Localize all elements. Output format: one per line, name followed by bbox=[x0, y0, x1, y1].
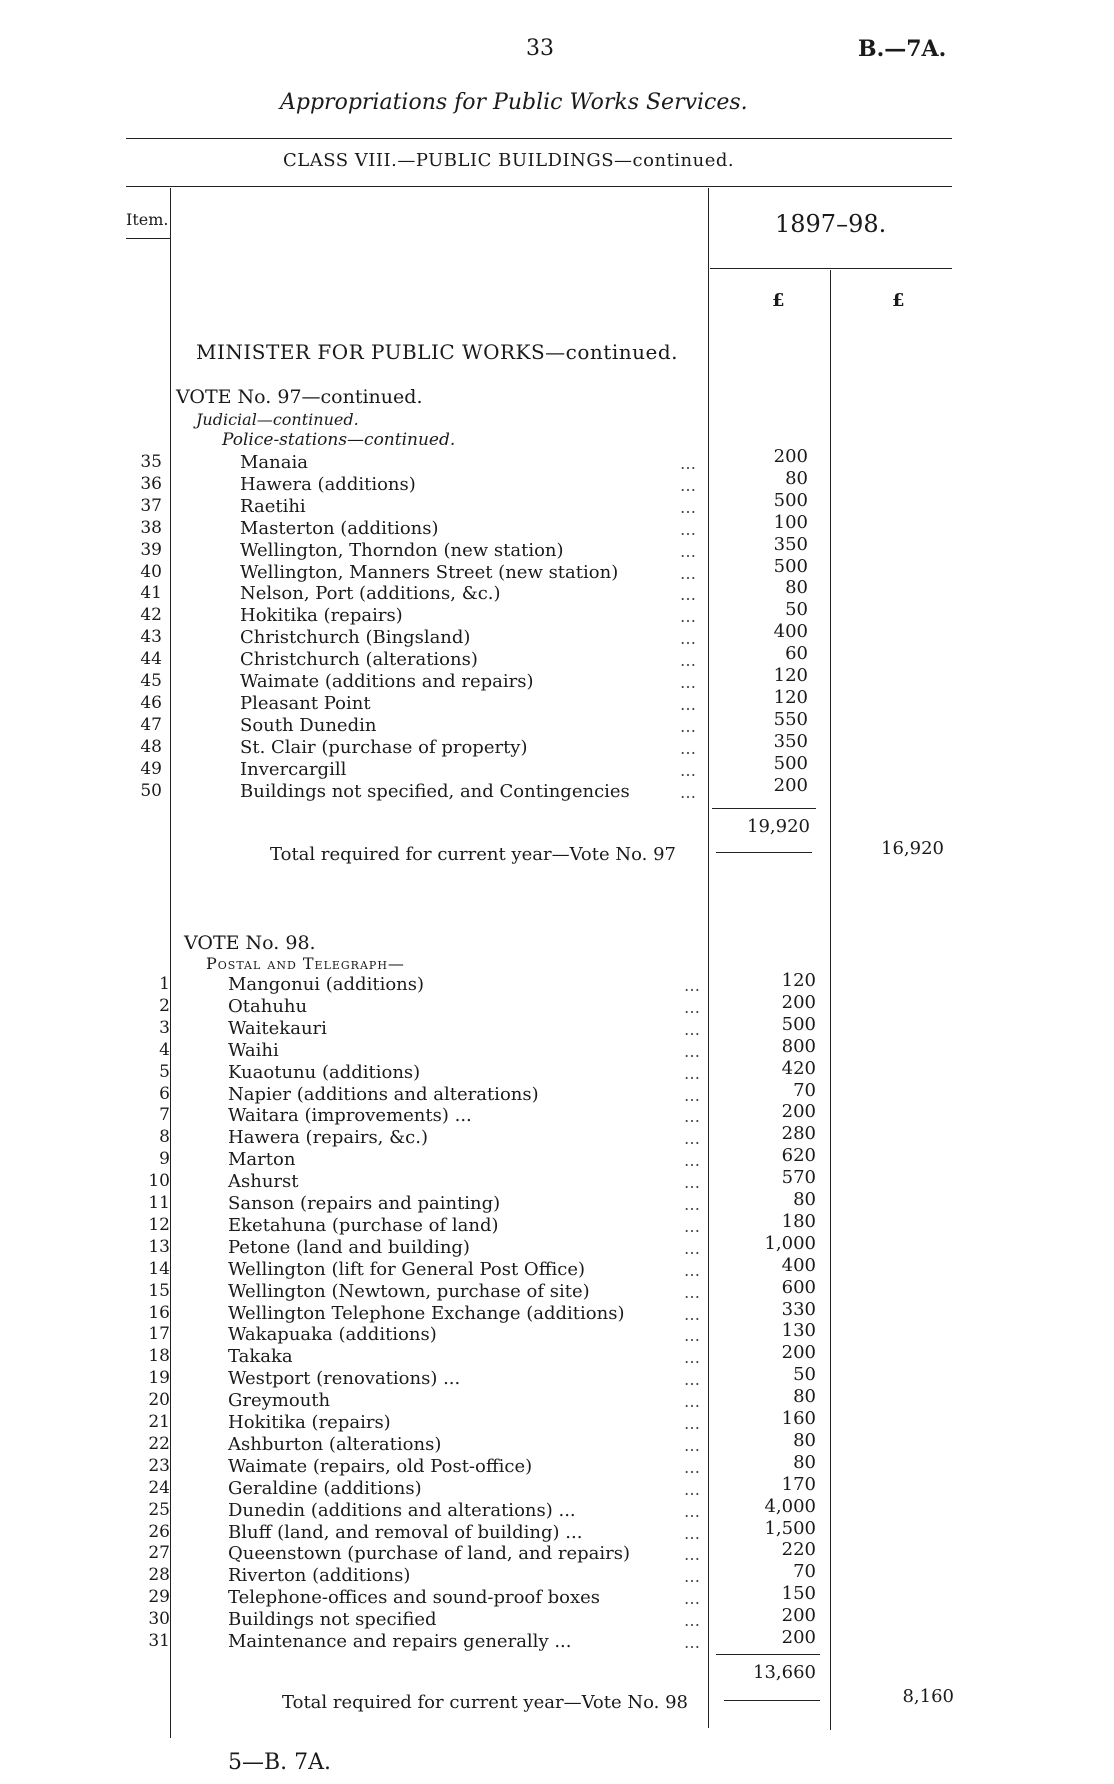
class-heading: CLASS VIII.—PUBLIC BUILDINGS—continued. bbox=[283, 150, 735, 171]
item-number: 30 bbox=[148, 1609, 170, 1630]
leader-dots: … bbox=[684, 1633, 700, 1652]
leader-dots: … bbox=[684, 1085, 700, 1105]
item-number: 20 bbox=[148, 1390, 170, 1411]
rule-vote-98-subtotal bbox=[716, 1654, 820, 1655]
leader-dots: … bbox=[684, 976, 700, 995]
item-description: Dunedin (additions and alterations) ... bbox=[228, 1499, 576, 1521]
item-number: 27 bbox=[148, 1543, 170, 1564]
item-description: Ashburton (alterations) bbox=[228, 1433, 442, 1455]
leader-dots: … bbox=[684, 1282, 700, 1302]
vote-97-subsubheading: Police-stations—continued. bbox=[222, 430, 456, 450]
item-amount: 80 bbox=[785, 467, 808, 489]
item-amount: 80 bbox=[793, 1386, 816, 1408]
item-description: Bluff (land, and removal of building) ... bbox=[228, 1521, 583, 1543]
item-amount: 4,000 bbox=[764, 1495, 816, 1517]
leader-dots: … bbox=[684, 1260, 700, 1280]
leader-dots: … bbox=[684, 1414, 700, 1433]
item-description: Wellington, Manners Street (new station) bbox=[240, 561, 619, 583]
item-number: 25 bbox=[148, 1499, 170, 1520]
item-description: Hawera (additions) bbox=[240, 473, 416, 495]
leader-dots: … bbox=[680, 519, 696, 539]
item-number: 40 bbox=[140, 561, 162, 582]
vote-97-heading: VOTE No. 97—continued. bbox=[176, 386, 423, 408]
item-description: Hawera (repairs, &c.) bbox=[228, 1127, 428, 1149]
leader-dots: … bbox=[684, 1567, 700, 1587]
item-number: 11 bbox=[148, 1193, 170, 1213]
leader-dots: … bbox=[684, 1195, 700, 1214]
leader-dots: … bbox=[680, 716, 696, 736]
item-number: 9 bbox=[159, 1149, 170, 1170]
leader-dots: … bbox=[684, 1326, 700, 1346]
item-amount: 120 bbox=[781, 970, 816, 991]
item-amount: 220 bbox=[781, 1539, 816, 1561]
item-number: 22 bbox=[148, 1433, 170, 1454]
vote-98-heading: VOTE No. 98. bbox=[184, 932, 316, 954]
item-amount: 120 bbox=[773, 665, 808, 686]
item-number: 36 bbox=[140, 473, 162, 494]
item-amount: 170 bbox=[781, 1473, 816, 1495]
item-description: Geraldine (additions) bbox=[228, 1477, 422, 1499]
vote-98-total: 8,160 bbox=[902, 1686, 954, 1707]
leader-dots: … bbox=[684, 1589, 700, 1609]
leader-dots: … bbox=[680, 497, 696, 517]
rule-top bbox=[126, 138, 952, 139]
item-number: 42 bbox=[140, 605, 162, 626]
leader-dots: … bbox=[684, 1479, 700, 1499]
rule-vote-98-total bbox=[724, 1700, 820, 1701]
item-description: Eketahuna (purchase of land) bbox=[228, 1214, 499, 1236]
item-amount: 350 bbox=[773, 730, 808, 752]
leader-dots: … bbox=[680, 738, 696, 758]
item-number: 37 bbox=[140, 495, 162, 516]
vote-98-subheading-text: Postal and Telegraph— bbox=[206, 954, 405, 973]
item-amount: 500 bbox=[773, 555, 808, 577]
vote-97-subheading: Judicial—continued. bbox=[196, 410, 359, 429]
item-number: 26 bbox=[148, 1521, 170, 1542]
page-title: Appropriations for Public Works Services. bbox=[280, 90, 748, 115]
item-amount: 200 bbox=[781, 1342, 816, 1364]
item-amount: 120 bbox=[773, 686, 808, 708]
item-amount: 1,000 bbox=[764, 1232, 816, 1254]
item-amount: 80 bbox=[793, 1429, 816, 1451]
item-amount: 400 bbox=[773, 621, 808, 643]
item-number: 19 bbox=[148, 1368, 170, 1389]
item-number: 38 bbox=[140, 517, 162, 538]
item-amount: 200 bbox=[781, 991, 816, 1013]
item-description: Manaia bbox=[240, 452, 308, 473]
item-description: Wellington (Newtown, purchase of site) bbox=[228, 1280, 590, 1302]
item-amount: 70 bbox=[793, 1079, 816, 1101]
item-description: Waihi bbox=[228, 1039, 279, 1061]
vote-98-subheading bbox=[206, 954, 405, 973]
item-description: Telephone-offices and sound-proof boxes bbox=[228, 1587, 601, 1609]
item-number: 41 bbox=[140, 583, 162, 604]
rule-under-year bbox=[710, 268, 952, 269]
item-number: 39 bbox=[140, 539, 162, 560]
item-number: 8 bbox=[159, 1127, 170, 1148]
item-amount: 1,500 bbox=[764, 1517, 816, 1539]
item-number: 48 bbox=[140, 736, 162, 757]
leader-dots: … bbox=[680, 454, 696, 473]
item-description: Kuaotunu (additions) bbox=[228, 1061, 421, 1083]
item-description: Hokitika (repairs) bbox=[228, 1412, 391, 1433]
item-description: Waimate (additions and repairs) bbox=[240, 671, 534, 692]
item-number: 12 bbox=[148, 1214, 170, 1235]
item-amount: 500 bbox=[773, 489, 808, 511]
leader-dots: … bbox=[680, 673, 696, 692]
leader-dots: … bbox=[680, 629, 696, 649]
item-description: Pleasant Point bbox=[240, 692, 371, 714]
item-amount: 500 bbox=[781, 1013, 816, 1035]
item-description: South Dunedin bbox=[240, 714, 377, 736]
item-amount: 80 bbox=[793, 1189, 816, 1210]
item-amount: 80 bbox=[785, 577, 808, 599]
item-amount: 70 bbox=[793, 1561, 816, 1583]
leader-dots: … bbox=[680, 607, 696, 627]
item-number: 14 bbox=[148, 1258, 170, 1279]
leader-dots: … bbox=[684, 1457, 700, 1477]
divider-amount-column bbox=[708, 188, 709, 1728]
item-amount: 550 bbox=[773, 708, 808, 730]
item-description: Nelson, Port (additions, &c.) bbox=[240, 583, 501, 605]
leader-dots: … bbox=[684, 1129, 700, 1149]
item-number: 23 bbox=[148, 1455, 170, 1476]
item-description: Maintenance and repairs generally ... bbox=[228, 1631, 572, 1652]
item-amount: 50 bbox=[793, 1364, 816, 1386]
item-amount: 420 bbox=[781, 1057, 816, 1079]
leader-dots: … bbox=[680, 475, 696, 495]
item-description: Wellington (lift for General Post Office) bbox=[228, 1258, 585, 1280]
leader-dots: … bbox=[680, 760, 696, 780]
item-number: 4 bbox=[159, 1039, 170, 1060]
item-number: 5 bbox=[159, 1061, 170, 1082]
leader-dots: … bbox=[680, 541, 696, 561]
item-number: 21 bbox=[148, 1412, 170, 1432]
item-amount: 80 bbox=[793, 1451, 816, 1473]
item-amount: 180 bbox=[781, 1210, 816, 1232]
item-number: 31 bbox=[148, 1631, 170, 1651]
item-amount: 350 bbox=[773, 533, 808, 555]
leader-dots: … bbox=[684, 1545, 700, 1565]
item-number: 16 bbox=[148, 1302, 170, 1323]
item-description: Waitara (improvements) ... bbox=[228, 1105, 472, 1127]
leader-dots: … bbox=[684, 1370, 700, 1390]
minister-heading: MINISTER FOR PUBLIC WORKS—continued. bbox=[196, 340, 678, 364]
leader-dots: … bbox=[680, 651, 696, 671]
item-amount: 50 bbox=[785, 599, 808, 621]
rule-vote-97-subtotal bbox=[712, 808, 816, 809]
leader-dots: … bbox=[680, 694, 696, 714]
leader-dots: … bbox=[684, 1063, 700, 1083]
leader-dots: … bbox=[684, 1151, 700, 1171]
item-description: Queenstown (purchase of land, and repairs) bbox=[228, 1543, 631, 1565]
item-amount: 160 bbox=[781, 1408, 816, 1429]
item-number: 29 bbox=[148, 1587, 170, 1608]
item-description: Buildings not specified, and Contingencies bbox=[240, 780, 630, 802]
item-number: 47 bbox=[140, 714, 162, 735]
item-number: 45 bbox=[140, 671, 162, 691]
item-number: 46 bbox=[140, 692, 162, 713]
item-amount: 200 bbox=[773, 446, 808, 467]
item-description: Ashurst bbox=[228, 1171, 299, 1193]
item-number: 10 bbox=[148, 1171, 170, 1192]
item-description: Riverton (additions) bbox=[228, 1565, 411, 1587]
leader-dots: … bbox=[680, 585, 696, 605]
item-description: Raetihi bbox=[240, 495, 306, 517]
leader-dots: … bbox=[684, 1611, 700, 1631]
item-description: Hokitika (repairs) bbox=[240, 605, 403, 627]
vote-97-subtotal: 19,920 bbox=[747, 816, 810, 837]
leader-dots: … bbox=[684, 1238, 700, 1258]
item-amount: 600 bbox=[781, 1276, 816, 1298]
leader-dots: … bbox=[680, 563, 696, 583]
item-number: 3 bbox=[159, 1017, 170, 1038]
page-number: 33 bbox=[526, 36, 554, 61]
item-amount: 620 bbox=[781, 1145, 816, 1167]
document-reference: B.—7A. bbox=[858, 36, 947, 62]
item-description: Waitekauri bbox=[228, 1017, 327, 1039]
item-number: 28 bbox=[148, 1565, 170, 1586]
item-amount: 150 bbox=[781, 1583, 816, 1605]
item-amount: 500 bbox=[773, 752, 808, 774]
item-amount: 200 bbox=[773, 774, 808, 796]
item-number: 44 bbox=[140, 649, 162, 670]
leader-dots: … bbox=[684, 997, 700, 1017]
item-amount: 570 bbox=[781, 1167, 816, 1189]
item-description: Christchurch (Bingsland) bbox=[240, 627, 471, 649]
leader-dots: … bbox=[684, 1041, 700, 1061]
vote-98-subtotal: 13,660 bbox=[753, 1662, 816, 1683]
item-description: Waimate (repairs, old Post-office) bbox=[228, 1455, 533, 1477]
rule-vote-97-total bbox=[716, 852, 812, 853]
leader-dots: … bbox=[684, 1173, 700, 1193]
item-amount: 200 bbox=[781, 1605, 816, 1627]
item-number: 50 bbox=[140, 780, 162, 801]
item-description: Westport (renovations) ... bbox=[228, 1368, 461, 1390]
item-description: Greymouth bbox=[228, 1390, 331, 1412]
leader-dots: … bbox=[684, 1304, 700, 1324]
item-column-header: Item. bbox=[126, 210, 169, 229]
item-number: 35 bbox=[140, 452, 162, 472]
item-description: Napier (additions and alterations) bbox=[228, 1083, 539, 1105]
divider-item-column bbox=[170, 188, 171, 1738]
item-description: Christchurch (alterations) bbox=[240, 649, 478, 671]
year-header: 1897–98. bbox=[775, 210, 887, 238]
item-amount: 800 bbox=[781, 1035, 816, 1057]
item-description: Invercargill bbox=[240, 758, 347, 780]
item-description: Sanson (repairs and painting) bbox=[228, 1193, 501, 1214]
item-number: 15 bbox=[148, 1280, 170, 1301]
leader-dots: … bbox=[680, 782, 696, 802]
item-description: Petone (land and building) bbox=[228, 1236, 470, 1258]
leader-dots: … bbox=[684, 1019, 700, 1039]
rule-under-class bbox=[126, 186, 952, 187]
item-description: Wellington, Thorndon (new station) bbox=[240, 539, 564, 561]
item-number: 43 bbox=[140, 627, 162, 648]
page-footer: 5—B. 7A. bbox=[228, 1750, 332, 1775]
item-description: Marton bbox=[228, 1149, 296, 1171]
item-number: 24 bbox=[148, 1477, 170, 1498]
item-amount: 100 bbox=[773, 511, 808, 533]
item-amount: 280 bbox=[781, 1123, 816, 1145]
item-number: 6 bbox=[159, 1083, 170, 1104]
leader-dots: … bbox=[684, 1501, 700, 1521]
item-number: 13 bbox=[148, 1236, 170, 1257]
currency-header-totals: £ bbox=[892, 290, 905, 311]
item-description: Buildings not specified bbox=[228, 1609, 437, 1631]
vote-97-total: 16,920 bbox=[881, 838, 944, 859]
leader-dots: … bbox=[684, 1216, 700, 1236]
item-description: Mangonui (additions) bbox=[228, 974, 425, 995]
item-description: Otahuhu bbox=[228, 995, 308, 1017]
item-amount: 60 bbox=[785, 643, 808, 665]
item-description: Masterton (additions) bbox=[240, 517, 439, 539]
item-description: Takaka bbox=[228, 1346, 293, 1368]
currency-header-items: £ bbox=[772, 290, 785, 311]
item-number: 17 bbox=[148, 1324, 170, 1345]
item-amount: 330 bbox=[781, 1298, 816, 1320]
item-description: Wakapuaka (additions) bbox=[228, 1324, 437, 1346]
item-number: 7 bbox=[159, 1105, 170, 1126]
leader-dots: … bbox=[684, 1107, 700, 1127]
item-description: St. Clair (purchase of property) bbox=[240, 736, 528, 758]
item-amount: 130 bbox=[781, 1320, 816, 1342]
leader-dots: … bbox=[684, 1392, 700, 1412]
leader-dots: … bbox=[684, 1523, 700, 1543]
item-number: 1 bbox=[159, 974, 170, 994]
item-number: 49 bbox=[140, 758, 162, 779]
vote-97-total-label: Total required for current year—Vote No. 97 bbox=[270, 844, 676, 865]
item-number: 18 bbox=[148, 1346, 170, 1367]
item-number: 2 bbox=[159, 995, 170, 1016]
item-amount: 200 bbox=[781, 1101, 816, 1123]
leader-dots: … bbox=[684, 1348, 700, 1368]
item-description: Wellington Telephone Exchange (additions) bbox=[228, 1302, 625, 1324]
leader-dots: … bbox=[684, 1435, 700, 1455]
item-amount: 200 bbox=[781, 1627, 816, 1648]
divider-total-column bbox=[830, 270, 831, 1730]
item-amount: 400 bbox=[781, 1254, 816, 1276]
vote-98-total-label: Total required for current year—Vote No. 98 bbox=[282, 1692, 688, 1713]
rule-under-item bbox=[126, 238, 170, 239]
